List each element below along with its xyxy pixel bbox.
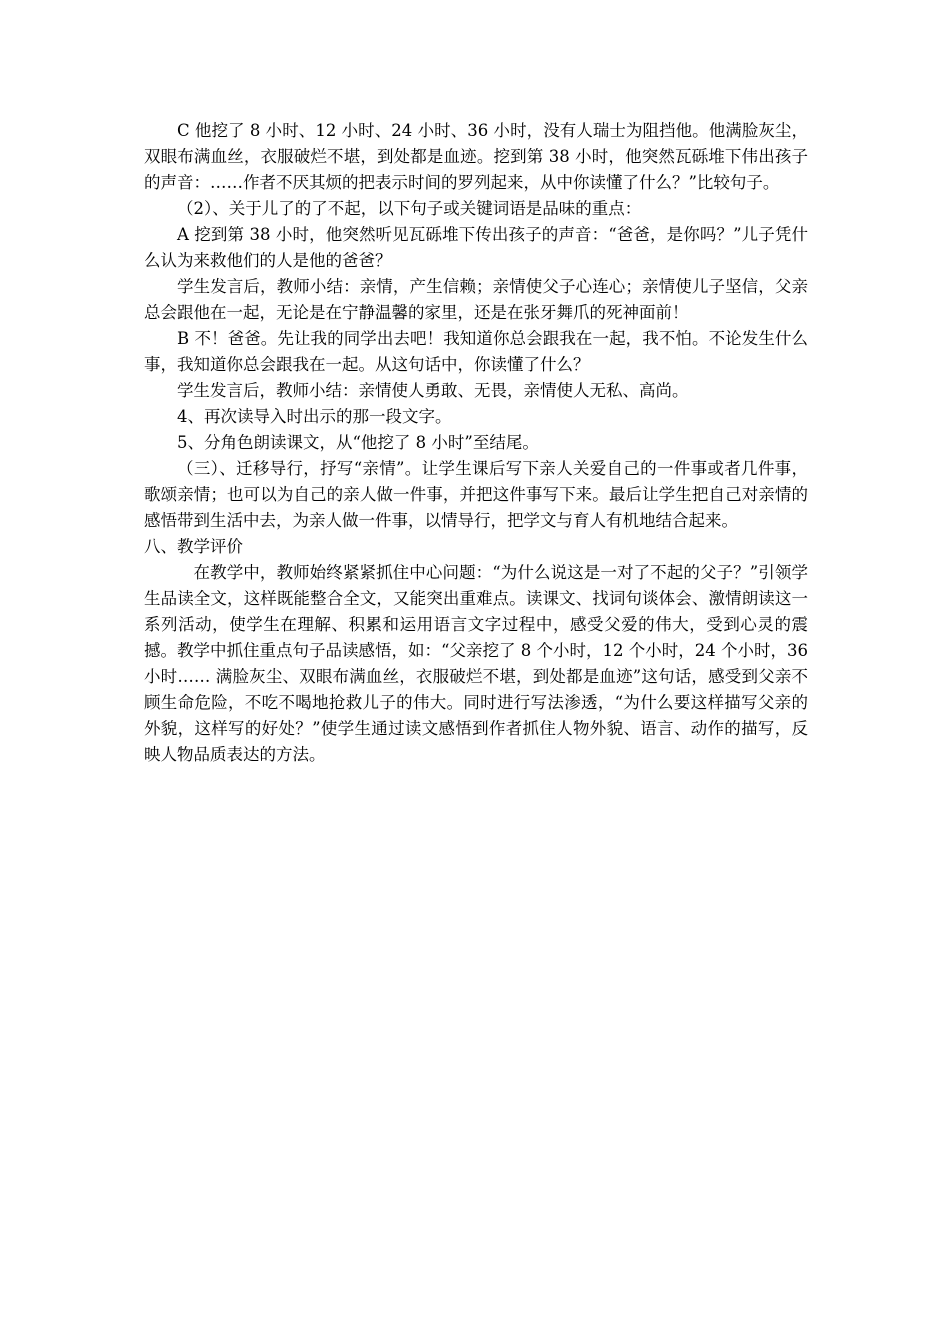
paragraph-step-5: 5、分角色朗读课文，从“他挖了 8 小时”至结尾。 xyxy=(177,433,539,452)
paragraph-b-let-classmates-out: B 不！爸爸。先让我的同学出去吧！我知道你总会跟我在一起，我不怕。不论发生什么事，我知道你总会跟我在一起。从这句话中，你读懂了什么？ xyxy=(144,329,808,374)
document-body xyxy=(144,118,808,768)
paragraph-evaluation-body: 在教学中，教师始终紧紧抓住中心问题：“为什么说这是一对了不起的父子？”引领学生品读全文，这样既能整合全文，又能突出重难点。读课文、找词句谈体会、激情朗读这一系列活动，使学生在理解、积累和运用语言文字过程中，感受父爱的伟大，受到心灵的震撼。教学中抓住重点句子品读感悟，如：“父亲挖了 8 个小时，12 个小时，24 个小时，36 小时…… 满脸灰尘、双眼布满血丝，衣服破烂不堪，到处都是血迹”这句话，感受到父亲不顾生命危险，不吃不喝地抢救儿子的伟大。同时进行写法渗透，“为什么要这样描写父亲的外貌，这样写的好处？”使学生通过读文感悟到作者抓住人物外貌、语言、动作的描写，反映人物品质表达的方法。 xyxy=(144,563,808,764)
paragraph-section-3-transfer: （三）、迁移导行，抒写“亲情”。让学生课后写下亲人关爱自己的一件事或者几件事，歌颂亲情；也可以为自己的亲人做一件事，并把这件事写下来。最后让学生把自己对亲情的感悟带到生活中去，为亲人做一件事，以情导行，把学文与育人有机地结合起来。 xyxy=(144,459,808,530)
paragraph-c-time-sequence: C 他挖了 8 小时、12 小时、24 小时、36 小时，没有人瑞士为阻挡他。他满脸灰尘，双眼布满血丝，衣服破烂不堪，到处都是血迹。挖到第 38 小时，他突然瓦砾堆下伟出孩子的声音：……作者不厌其烦的把表示时间的罗列起来，从中你读懂了什么？”比较句子。 xyxy=(144,121,808,192)
paragraph-section-2-heading: （2）、关于儿了的了不起，以下句子或关键词语是品味的重点： xyxy=(177,199,642,218)
paragraph-a-38-hours: A 挖到第 38 小时，他突然听见瓦砾堆下传出孩子的声音：“爸爸，是你吗？”儿子凭什么认为来救他们的人是他的爸爸？ xyxy=(144,225,808,270)
section-heading-teaching-evaluation: 八、教学评价 xyxy=(144,537,243,556)
paragraph-teacher-summary-1: 学生发言后，教师小结：亲情，产生信赖；亲情使父子心连心；亲情使儿子坚信，父亲总会跟他在一起，无论是在宁静温馨的家里，还是在张牙舞爪的死神面前！ xyxy=(144,277,808,322)
paragraph-step-4: 4、再次读导入时出示的那一段文字。 xyxy=(177,407,452,426)
paragraph-teacher-summary-2: 学生发言后，教师小结：亲情使人勇敢、无畏，亲情使人无私、高尚。 xyxy=(177,381,689,400)
